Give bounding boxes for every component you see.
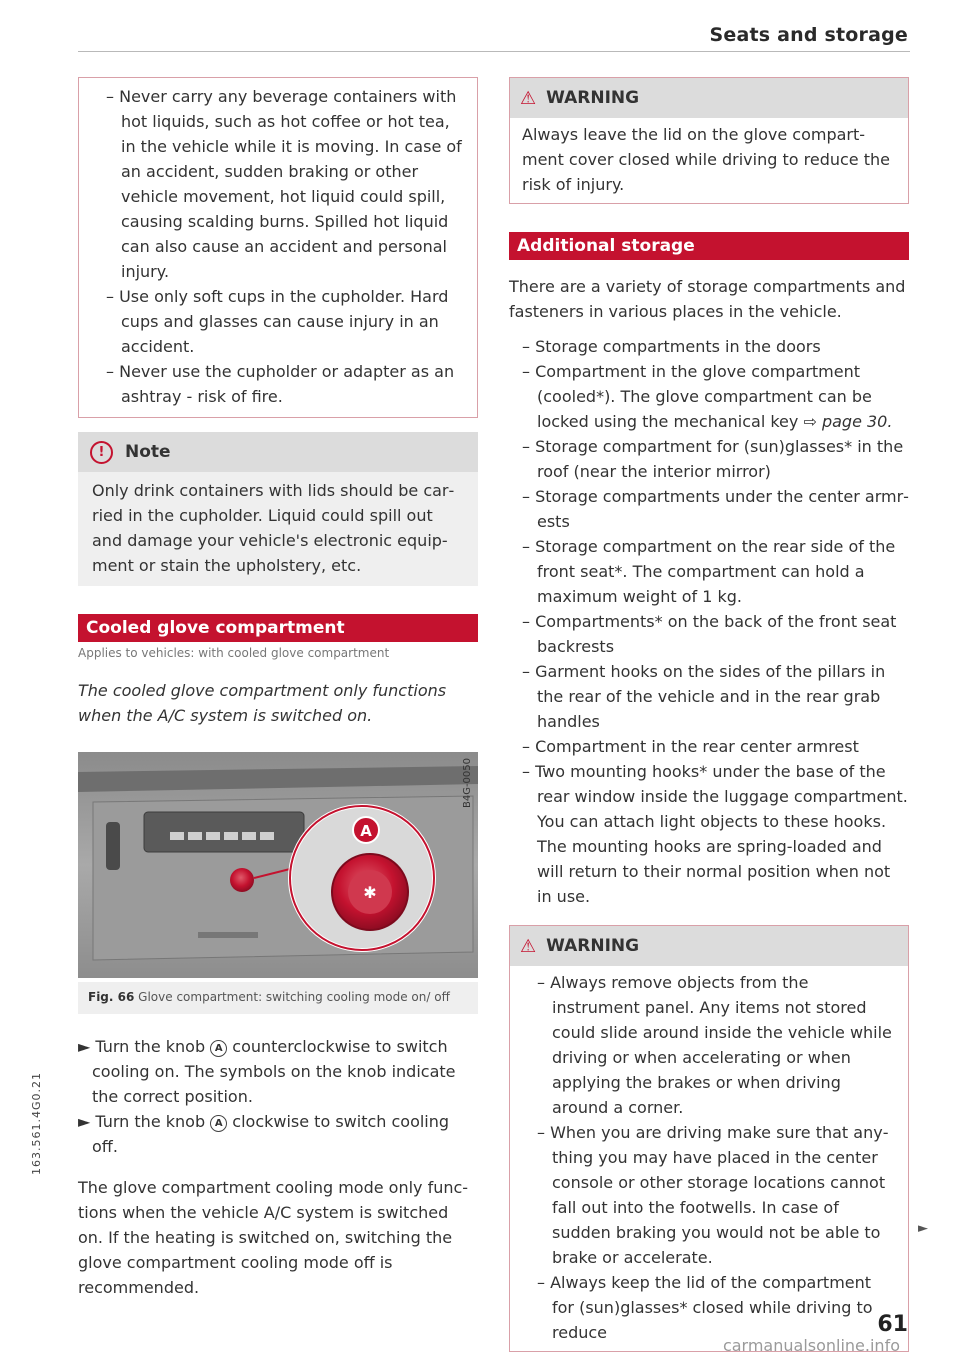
list-item: – Garment hooks on the sides of the pillars in the rear of the vehicle and in the rear grab handles xyxy=(509,659,909,734)
small-knob xyxy=(230,868,254,892)
step-text: Turn the knob xyxy=(95,1112,206,1131)
step-text: Turn the knob xyxy=(95,1037,206,1056)
list-item: – Compartments* on the back of the front seat backrests xyxy=(509,609,909,659)
callout-a-label: A xyxy=(360,822,372,840)
step-text: clockwise to switch cooling off. xyxy=(92,1112,450,1156)
page-number: 61 xyxy=(877,1312,908,1337)
section-intro: The cooled glove compartment only functions when the A/C system is switched on. xyxy=(78,681,447,725)
page-reference-link[interactable]: ⇨ page 30. xyxy=(803,412,893,431)
step-2 xyxy=(78,1109,478,1159)
list-item xyxy=(509,359,909,434)
list-item: – Always remove objects from the instrument panel. Any items not stored could slide around inside the vehicle while driving or when accelerating or when applying the brakes or when driving around a corner. xyxy=(524,970,894,1120)
step-text: counterclockwise to switch cooling on. The symbols on the knob indicate the correct position. xyxy=(92,1037,456,1106)
figure-66 xyxy=(78,752,478,1014)
warning-title: WARNING xyxy=(546,936,640,956)
steps xyxy=(78,1034,478,1159)
glove-compartment-illustration xyxy=(78,752,478,978)
note-text: Only drink containers with lids should be carried in the cupholder. Liquid could spill out and damage your vehicle's electronic equipment or stain the upholstery, etc. xyxy=(78,472,478,586)
list-item: – When you are driving make sure that anything you may have placed in the center console or other storage locations cannot fall out into the footwells. In case of sudden braking you would not be able to brake or accelerate. xyxy=(524,1120,894,1270)
watermark: carmanualsonline.info xyxy=(722,1336,900,1355)
warning-header xyxy=(510,926,908,966)
ref-a-icon: A xyxy=(210,1115,227,1132)
warning-title: WARNING xyxy=(546,88,640,108)
section-title: Cooled glove compartment xyxy=(78,614,478,642)
right-column xyxy=(509,77,909,1352)
figure-code: B4G-0050 xyxy=(462,758,473,809)
list-item: – Use only soft cups in the cupholder. Hard cups and glasses can cause injury in an accident. xyxy=(93,284,465,359)
latch xyxy=(106,822,120,870)
arrow-icon: ► xyxy=(78,1112,96,1131)
snowflake-icon: ✱ xyxy=(363,883,377,902)
applies-to-text: Applies to vehicles: with cooled glove compartment xyxy=(78,646,390,660)
left-column xyxy=(78,77,478,1300)
storage-list xyxy=(509,334,909,909)
warning-header xyxy=(510,78,908,118)
cupholder-warning-box xyxy=(78,77,478,418)
list-item: – Never carry any beverage containers with hot liquids, such as hot coffee or hot tea, in the vehicle while it is moving. In case of an accident, sudden braking or other vehicle movement, hot liquid could spill, causing scalding burns. Spilled hot liquid can also cause an accident and personal injury. xyxy=(93,84,465,284)
document-code: 163.561.4G0.21 xyxy=(30,1072,43,1175)
list-item: – Storage compartment for (sun)glasses* in the roof (near the interior mirror) xyxy=(509,434,909,484)
step-1 xyxy=(78,1034,478,1109)
list-item: – Two mounting hooks* under the base of the rear window inside the luggage compartment. You can attach light objects to these hooks. The mounting hooks are spring-loaded and will return to their normal position when not in use. xyxy=(509,759,909,909)
page-header-title: Seats and storage xyxy=(709,24,908,46)
list-item: – Always keep the lid of the compartment for (sun)glasses* closed while driving to reduce xyxy=(524,1270,894,1345)
list-item: – Compartment in the rear center armrest xyxy=(509,734,909,759)
cooled-glove-section xyxy=(78,614,478,728)
figure-caption xyxy=(78,982,478,1014)
list-item: – Storage compartments in the doors xyxy=(509,334,909,359)
continue-arrow-icon: ► xyxy=(918,1221,928,1236)
note-header xyxy=(78,432,478,472)
note-icon: ! xyxy=(90,441,113,464)
figure-label: Fig. 66 xyxy=(88,990,135,1004)
warning-icon: ⚠ xyxy=(520,87,537,109)
list-item: – Storage compartments under the center armrests xyxy=(509,484,909,534)
figure-caption-text: Glove compartment: switching cooling mode on/ off xyxy=(138,990,450,1004)
closing-paragraph: The glove compartment cooling mode only functions when the vehicle A/C system is switched on. If the heating is switched on, switching the glove compartment cooling mode off is recommended. xyxy=(78,1178,469,1297)
warning-list xyxy=(510,966,908,1351)
slot-detail xyxy=(198,932,258,938)
ref-a-icon: A xyxy=(210,1040,227,1057)
additional-storage-section xyxy=(509,232,909,324)
note-title: Note xyxy=(125,442,171,462)
cupholder-warning-list xyxy=(93,84,465,409)
section-intro: There are a variety of storage compartments and fasteners in various places in the vehicle. xyxy=(509,277,906,321)
list-item-text: Compartment in the glove compartment (cooled*). The glove compartment can be locked using the mechanical key xyxy=(535,362,872,431)
list-item: – Never use the cupholder or adapter as an ashtray - risk of fire. xyxy=(93,359,465,409)
arrow-icon: ► xyxy=(78,1037,96,1056)
note-box xyxy=(78,432,478,586)
warning-text: Always leave the lid on the glove compartment cover closed while driving to reduce the risk of injury. xyxy=(522,125,890,194)
section-title: Additional storage xyxy=(509,232,909,260)
warning-icon: ⚠ xyxy=(520,935,537,957)
objects-warning-box xyxy=(509,925,909,1352)
header-divider xyxy=(78,51,910,52)
glove-lid-warning-box xyxy=(509,77,909,204)
list-item: – Storage compartment on the rear side of the front seat*. The compartment can hold a maximum weight of 1 kg. xyxy=(509,534,909,609)
